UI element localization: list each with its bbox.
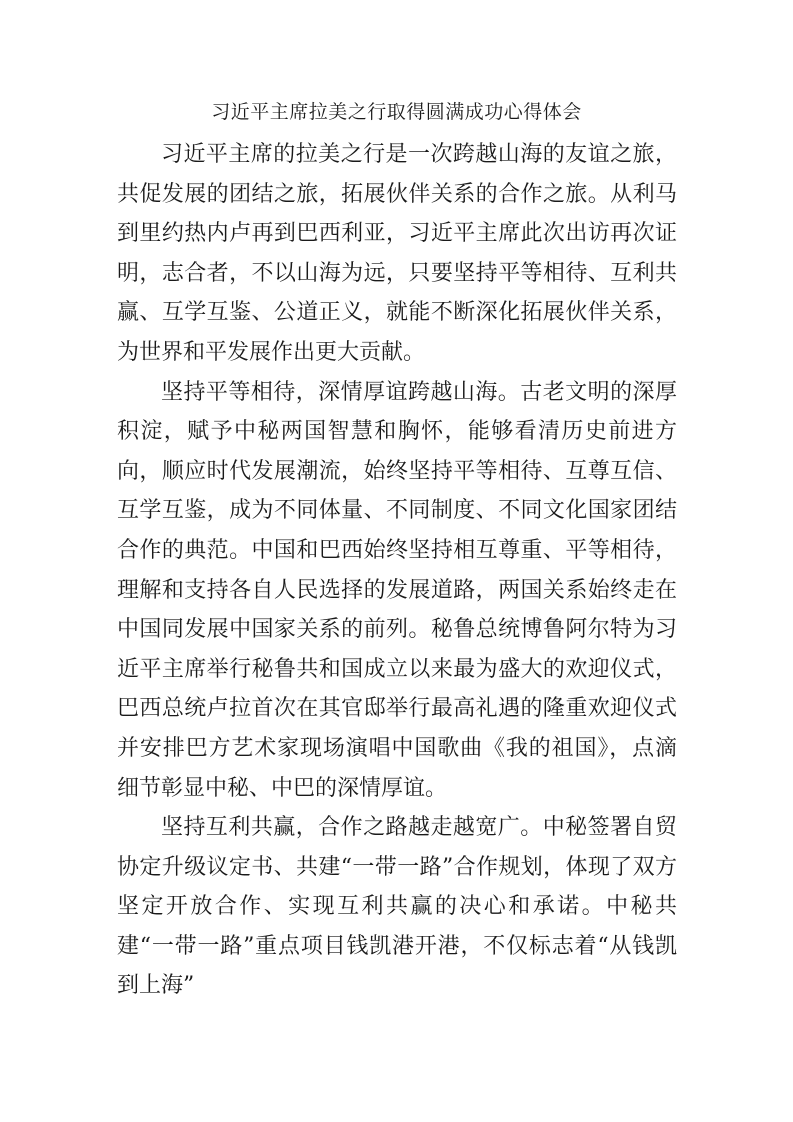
paragraph-intro: 习近平主席的拉美之行是一次跨越山海的友谊之旅，共促发展的团结之旅，拓展伙伴关系的合作之旅。从利马到里约热内卢再到巴西利亚，习近平主席此次出访再次证明，志合者，不以山海为远，只要坚持平等相待、互利共赢、互学互鉴、公道正义，就能不断深化拓展伙伴关系，为世界和平发展作出更大贡献。 [117, 142, 677, 365]
document-body [117, 135, 677, 1006]
paragraph-equality: 坚持平等相待，深情厚谊跨越山海。古老文明的深厚积淀，赋予中秘两国智慧和胸怀，能够看清历史前进方向，顺应时代发展潮流，始终坚持平等相待、互尊互信、互学互鉴，成为不同体量、不同制度、不同文化国家团结合作的典范。中国和巴西始终坚持相互尊重、平等相待，理解和支持各自人民选择的发展道路，两国关系始终走在中国同发展中国家关系的前列。秘鲁总统博鲁阿尔特为习近平主席举行秘鲁共和国成立以来最为盛大的欢迎仪式，巴西总统卢拉首次在其官邸举行最高礼遇的隆重欢迎仪式并安排巴方艺术家现场演唱中国歌曲《我的祖国》，点滴细节彰显中秘、中巴的深情厚谊。 [117, 379, 677, 801]
document-title: 习近平主席拉美之行取得圆满成功心得体会 [211, 101, 582, 123]
paragraph-win-win: 坚持互利共赢，合作之路越走越宽广。中秘签署自贸协定升级议定书、共建“一带一路”合作规划，体现了双方坚定开放合作、实现互利共赢的决心和承诺。中秘共建“一带一路”重点项目钱凯港开港，不仅标志着“从钱凯到上海” [117, 815, 677, 999]
